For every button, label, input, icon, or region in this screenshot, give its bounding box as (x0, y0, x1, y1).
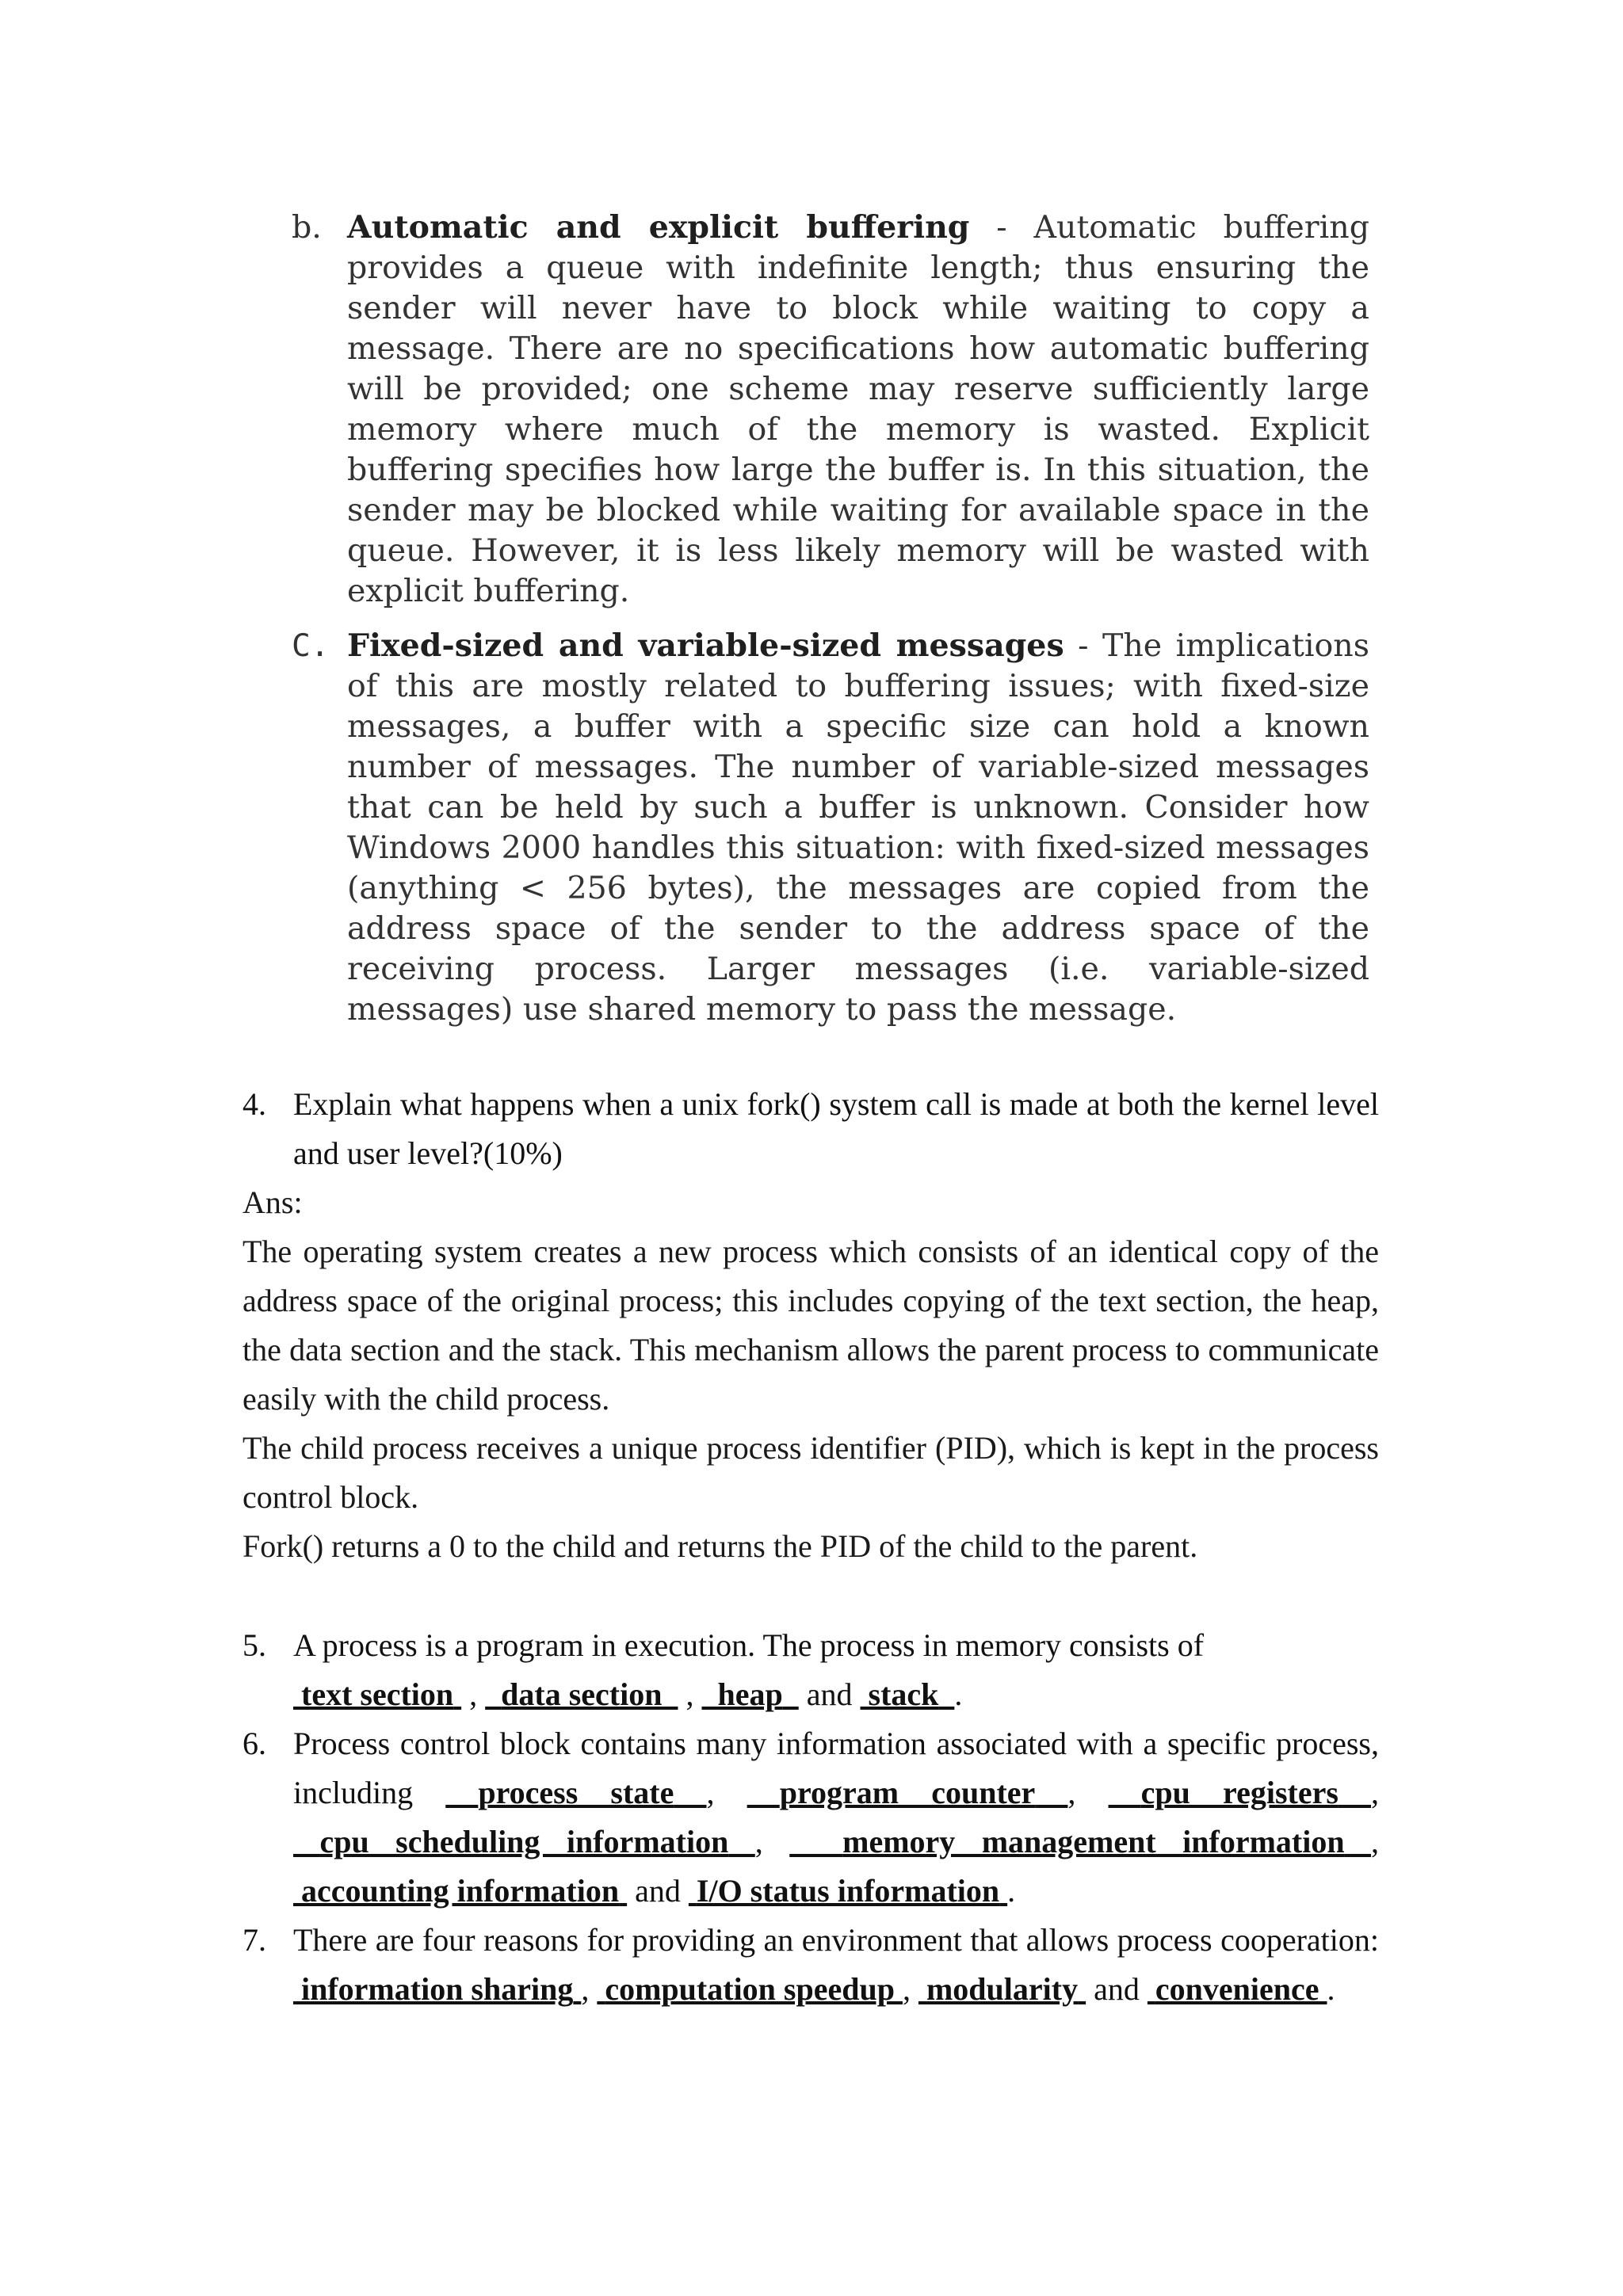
item-c-title: Fixed-sized and variable-sized messages (347, 627, 1064, 664)
blank-io-status-information: I/O status information (696, 1873, 1000, 1909)
blank-process-state: process state (478, 1775, 674, 1810)
item-b-title: Automatic and explicit buffering (347, 209, 970, 246)
blank-computation-speedup: computation speedup (605, 1971, 895, 2007)
blank-data-section: data section (501, 1676, 663, 1712)
question-4-text: Explain what happens when a unix fork() system call is made at both the kernel level and user level?(10%) (293, 1086, 1379, 1171)
question-4 (242, 1080, 1379, 1178)
blank-text-section: text section (301, 1676, 454, 1712)
comma: , (685, 1676, 694, 1712)
answer-paragraph-3: Fork() returns a 0 to the child and returns the PID of the child to the parent. (242, 1528, 1198, 1564)
blank-modularity: modularity (926, 1971, 1079, 2007)
question-4-answer (242, 1178, 1379, 1571)
question-5-body (293, 1621, 1379, 1719)
comma: , (469, 1676, 478, 1712)
answer-paragraph-2: The child process receives a unique process identifier (PID), which is kept in the process control block. (242, 1430, 1379, 1515)
blank-program-counter: program counter (779, 1775, 1036, 1810)
question-7 (242, 1916, 1379, 2014)
answer-item-b (292, 208, 1369, 612)
answer-label: Ans: (242, 1184, 303, 1220)
answer-paragraph-1: The operating system creates a new process which consists of an identical copy of the address space of the original process; this includes copying of the text section, the heap, the data section and the stack. This mechanism allows the parent process to communicate easily with the child process. (242, 1234, 1379, 1417)
question-7-intro: There are four reasons for providing an environment that allows process cooperation: (293, 1922, 1379, 1958)
answer-item-c (292, 626, 1369, 1030)
item-b-label: b. (292, 209, 322, 246)
question-5-number: 5. (242, 1627, 266, 1663)
question-7-number: 7. (242, 1922, 266, 1958)
blank-information-sharing: information sharing (301, 1971, 574, 2007)
blank-convenience: convenience (1155, 1971, 1319, 2007)
question-6-intro: Process control block contains many information associated with a specific process, including (293, 1726, 1379, 1810)
question-5-answers (293, 1670, 1379, 1719)
and-word: and (1094, 1971, 1140, 2007)
blank-heap: heap (717, 1676, 783, 1712)
question-6-body: Process control block contains many information associated with a specific process, including process state , program counter , cpu registers , cpu scheduling information , memory management information , accounting information and I/O status information . (293, 1726, 1380, 1909)
blank-cpu-registers: cpu registers (1140, 1775, 1338, 1810)
period: . (954, 1676, 963, 1712)
question-7-body: There are four reasons for providing an environment that allows process cooperation: information sharing , computation speedup , modularity and convenience . (293, 1922, 1379, 2007)
blank-memory-management-information: memory management information (842, 1824, 1345, 1859)
question-6 (242, 1719, 1379, 1916)
blank-stack: stack (868, 1676, 939, 1712)
question-4-number: 4. (242, 1086, 266, 1122)
item-c-text: - The implications of this are mostly related to buffering issues; with fixed-size messages, a buffer with a specific size can hold a known number of messages. The number of variable-sized messages that can be held by such a buffer is unknown. Consider how Windows 2000 handles this situation: with fixed-sized messages (anything < 256 bytes), the messages are copied from the address space of the sender to the address space of the receiving process. Larger messages (i.e. variable-sized messages) use shared memory to pass the message. (347, 627, 1369, 1028)
item-c-label: C. (292, 627, 330, 664)
question-5-intro: A process is a program in execution. The process in memory consists of (293, 1627, 1205, 1663)
blank-cpu-scheduling-information: cpu scheduling information (319, 1824, 729, 1859)
question-6-number: 6. (242, 1726, 266, 1761)
question-5 (242, 1621, 1379, 1719)
item-b-text: - Automatic buffering provides a queue with indefinite length; thus ensuring the sender will never have to block while waiting to copy a message. There are no specifications how automatic buffering will be provided; one scheme may reserve sufficiently large memory where much of the memory is wasted. Explicit buffering specifies how large the buffer is. In this situation, the sender may be blocked while waiting for available space in the queue. However, it is less likely memory will be wasted with explicit buffering. (347, 209, 1369, 609)
and-word: and (635, 1873, 681, 1909)
blank-accounting-information: accounting information (301, 1873, 620, 1909)
and-word: and (806, 1676, 853, 1712)
